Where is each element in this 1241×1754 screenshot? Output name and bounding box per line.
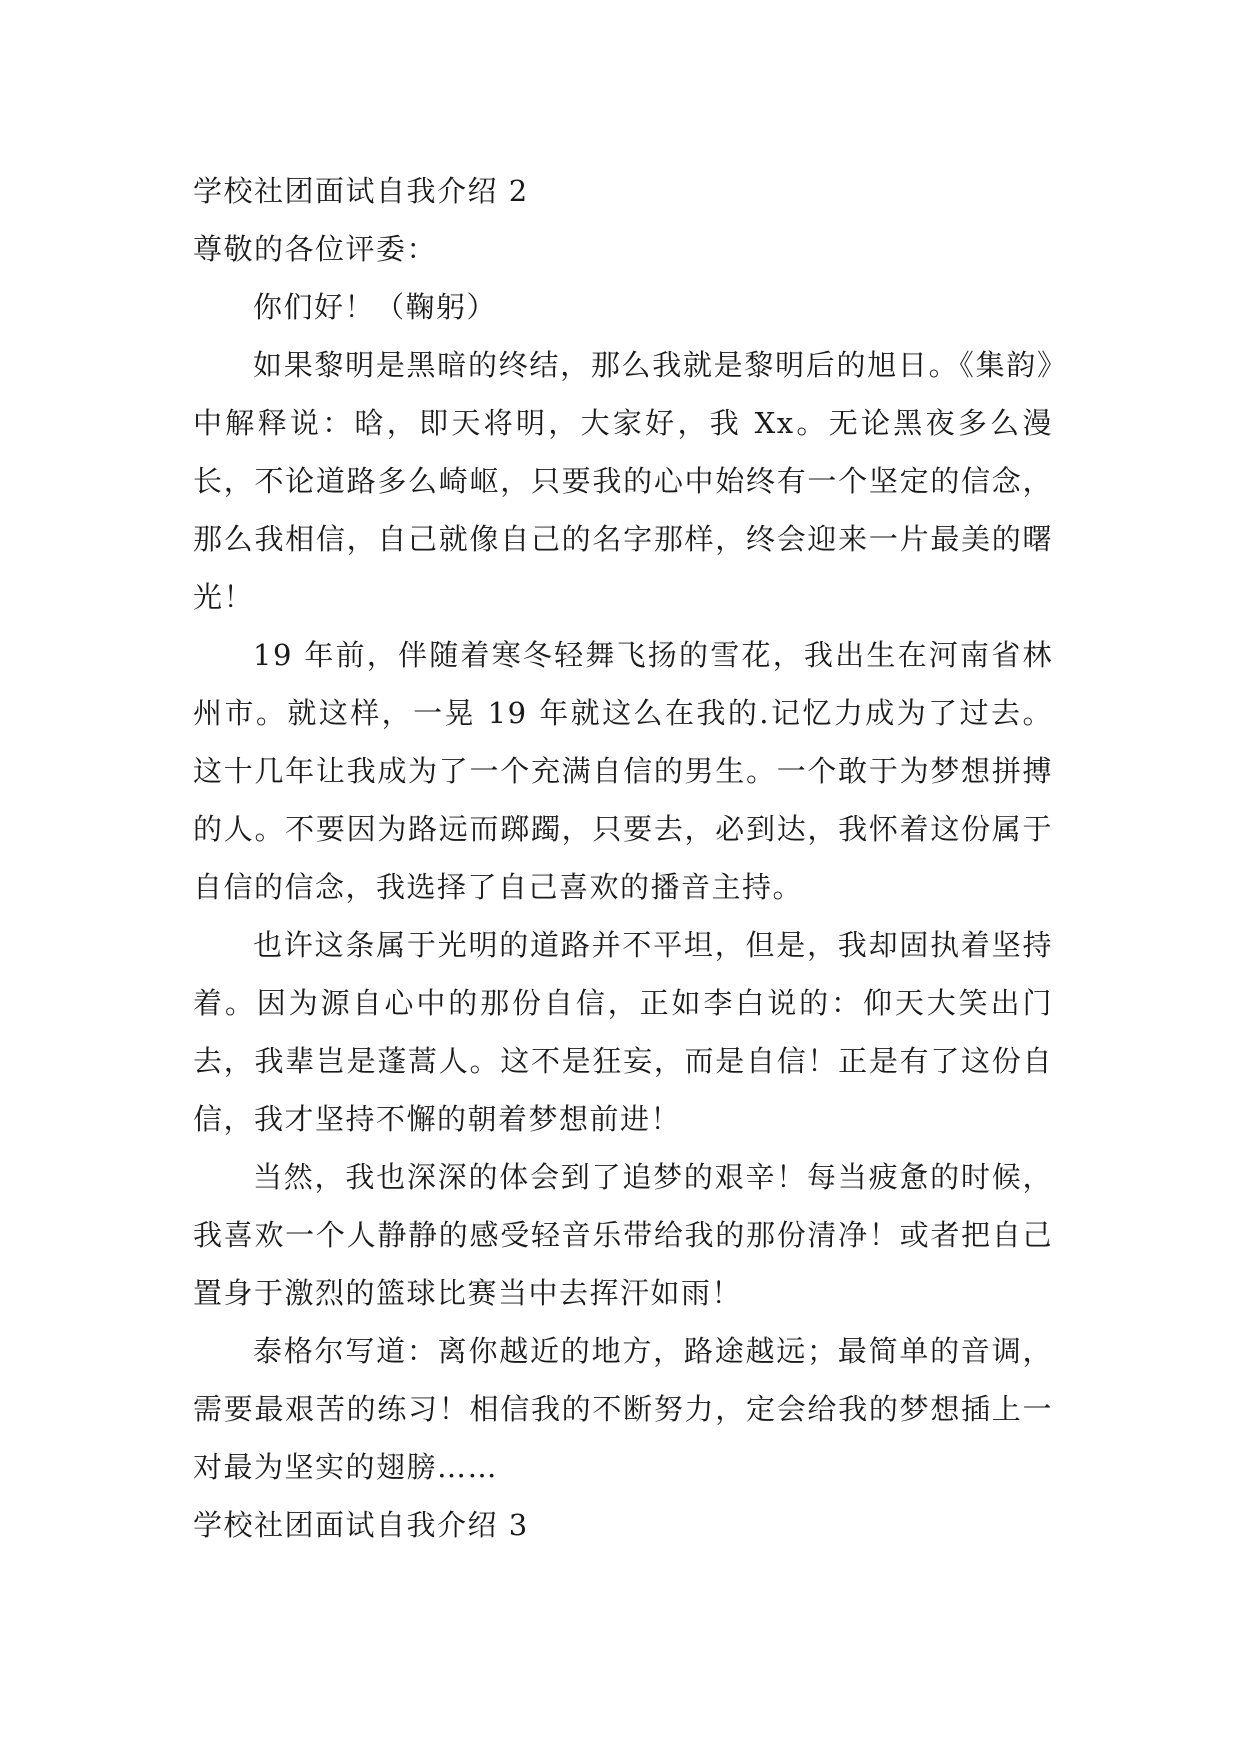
- section-heading-2: 学校社团面试自我介绍 2: [193, 174, 529, 208]
- paragraph-tagore: 泰格尔写道：离你越近的地方，路途越远；最简单的音调，需要最艰苦的练习！相信我的不断努力，定会给我的梦想插上一对最为坚实的翅膀……: [193, 1334, 1053, 1484]
- document-body: [193, 162, 1053, 1554]
- section-heading-3: 学校社团面试自我介绍 3: [193, 1508, 529, 1542]
- greeting: 你们好！（鞠躬）: [253, 290, 498, 324]
- paragraph-birth: 19 年前，伴随着寒冬轻舞飞扬的雪花，我出生在河南省林州市。就这样，一晃 19 年就这么在我的.记忆力成为了过去。这十几年让我成为了一个充满自信的男生。一个敢于为梦想拼搏的人。不要因为路远而踯躅，只要去，必到达，我怀着这份属于自信的信念，我选择了自己喜欢的播音主持。: [193, 638, 1053, 904]
- salutation: 尊敬的各位评委：: [193, 232, 438, 266]
- paragraph-hardship: 当然，我也深深的体会到了追梦的艰辛！每当疲惫的时候，我喜欢一个人静静的感受轻音乐带给我的那份清净！或者把自己置身于激烈的篮球比赛当中去挥汗如雨！: [193, 1160, 1053, 1310]
- paragraph-confidence: 也许这条属于光明的道路并不平坦，但是，我却固执着坚持着。因为源自心中的那份自信，正如李白说的：仰天大笑出门去，我辈岂是蓬蒿人。这不是狂妄，而是自信！正是有了这份自信，我才坚持不懈的朝着梦想前进！: [193, 928, 1053, 1136]
- paragraph-dawn: 如果黎明是黑暗的终结，那么我就是黎明后的旭日。《集韵》中解释说：晗，即天将明，大家好，我 Xx。无论黑夜多么漫长，不论道路多么崎岖，只要我的心中始终有一个坚定的信念，那么我相信，自己就像自己的名字那样，终会迎来一片最美的曙光！: [193, 348, 1053, 614]
